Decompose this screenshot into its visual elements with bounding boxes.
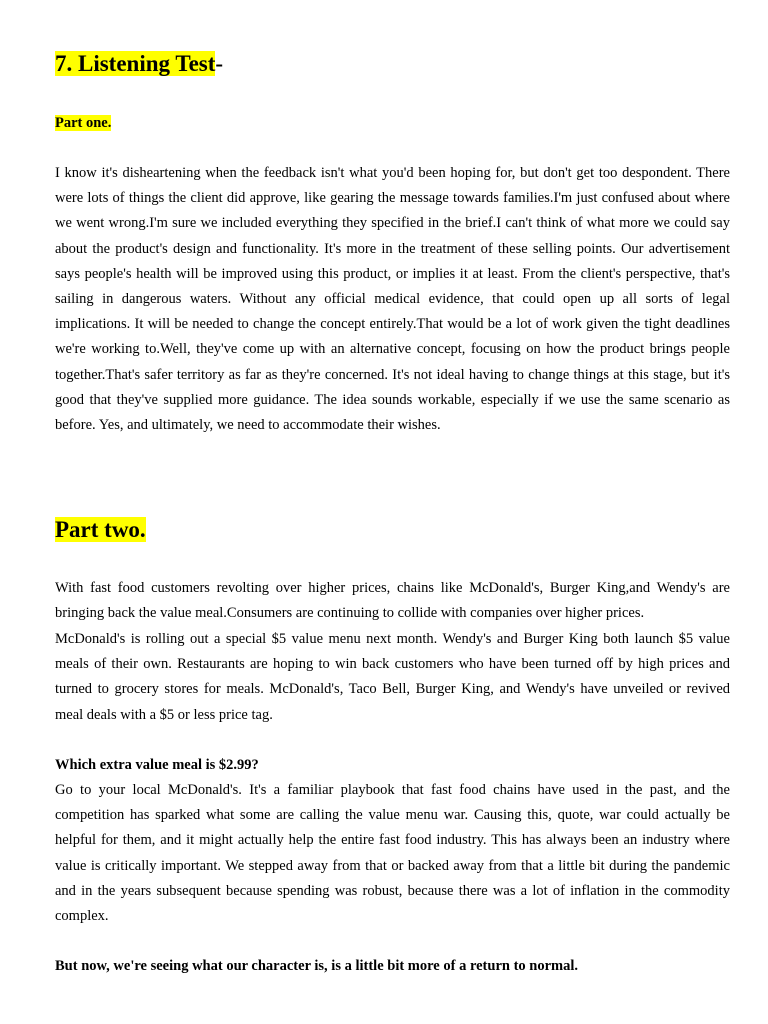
part-one-paragraph: I know it's disheartening when the feedback isn't what you'd been hoping for, but don't get too despondent. There were lots of things the client did approve, like gearing the message towards families.I'm just confused about where we went wrong.I'm sure we included everything they specified in the brief.I can't think of what more we could say about the product's design and functionality. It's more in the treatment of these selling points. Our advertisement says people's health will be improved using this product, or implies it at least. From the client's perspective, that's sailing in dangerous waters. Without any official medical evidence, that could open up all sorts of legal implications. It will be needed to change the concept entirely.That would be a lot of work given the tight deadlines we're working to.Well, they've come up with an alternative concept, focusing on how the product brings people together.That's safer territory as far as they're concerned. It's not ideal having to change things at this stage, but it's good that they've supplied more guidance. The idea sounds workable, especially if we use the same scenario as before. Yes, and ultimately, we need to accommodate their wishes. (55, 165, 730, 434)
part-two-question: Which extra value meal is $2.99? (55, 757, 259, 773)
part-two-heading (55, 516, 146, 544)
part-two-label: Part two. (55, 517, 146, 542)
part-two-paragraph-c: Go to your local McDonald's. It's a familiar playbook that fast food chains have used in the past, and the competition has sparked what some are calling the value menu war. Causing this, quote, war could actually be helpful for them, and it might actually help the entire fast food industry. This has always been an industry where value is critically important. We stepped away from that or backed away from that a little bit during the pandemic and in the years subsequent because spending was robust, because there was a lot of inflation in the commodity complex. (55, 782, 730, 925)
part-two-closing: But now, we're seeing what our character is, is a little bit more of a return to normal. (55, 958, 579, 974)
section-heading (55, 50, 223, 78)
section-title: 7. Listening Test (55, 51, 216, 76)
part-one-heading (55, 114, 111, 132)
part-two-paragraph-b: McDonald's is rolling out a special $5 value menu next month. Wendy's and Burger King both launch $5 value meals of their own. Restaurants are hoping to win back customers who have been turned off by high prices and turned to grocery stores for meals. McDonald's, Taco Bell, Burger King, and Wendy's have unveiled or revived meal deals with a $5 or less price tag. (55, 631, 730, 723)
section-title-dash: - (215, 51, 224, 76)
part-two-paragraph-a: With fast food customers revolting over higher prices, chains like McDonald's, Burger King,and Wendy's are bringing back the value meal.Consumers are continuing to collide with companies over higher prices. (55, 580, 730, 622)
part-one-label: Part one. (55, 115, 112, 131)
